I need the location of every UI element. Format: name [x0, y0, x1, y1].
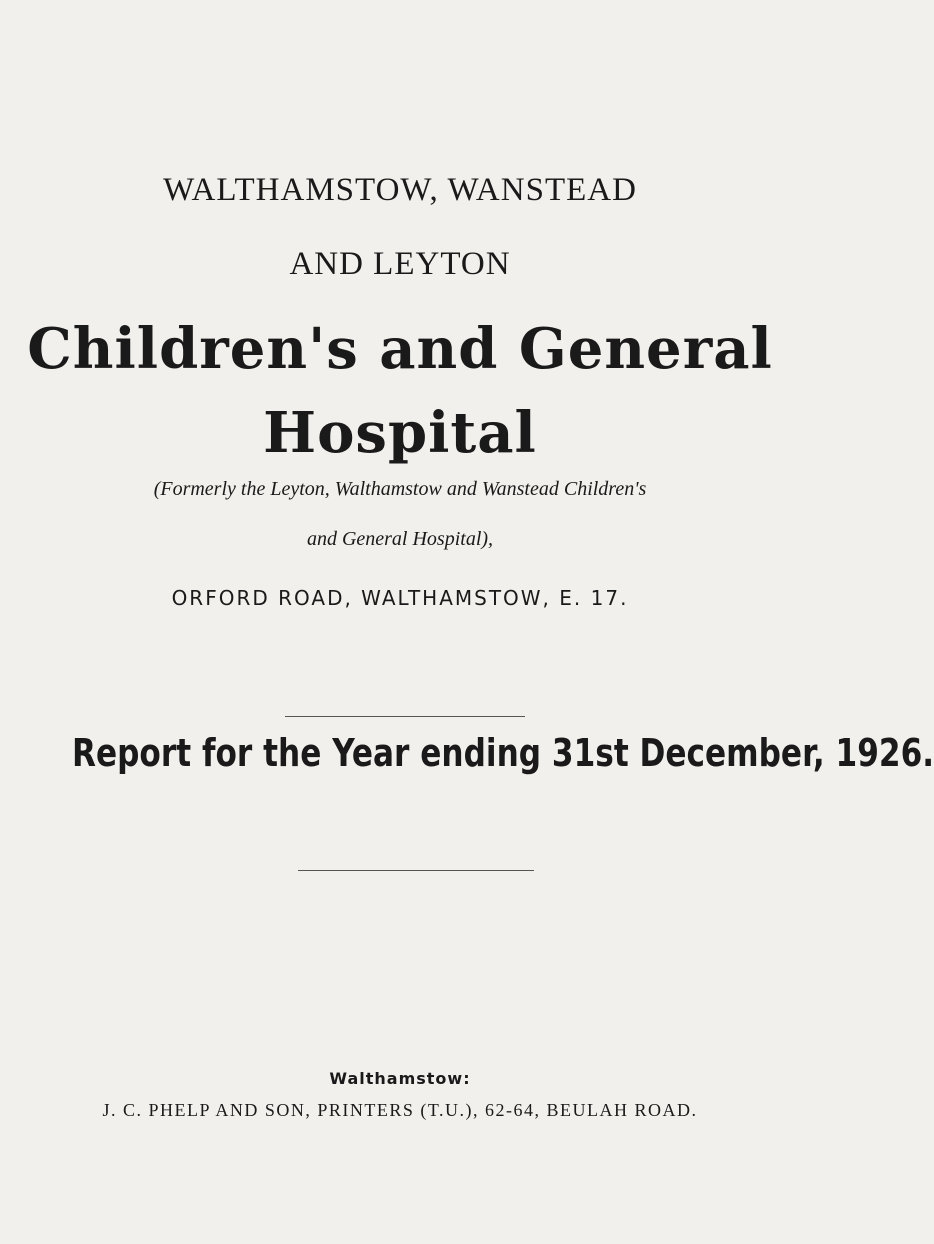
divider-bottom: [298, 870, 534, 871]
heading-line-2: AND LEYTON: [289, 246, 511, 282]
divider-top: [285, 716, 525, 717]
printer-place: Walthamstow:: [329, 1069, 471, 1088]
heading-line-1: WALTHAMSTOW, WANSTEAD: [163, 172, 637, 208]
report-title: Report for the Year ending 31st December, 1926.: [72, 731, 934, 775]
former-name-line-1: (Formerly the Leyton, Walthamstow and Wanstead Children's: [153, 478, 647, 500]
printer-name: J. C. PHELP AND SON, PRINTERS (T.U.), 62-64, BEULAH ROAD.: [102, 1100, 698, 1120]
hospital-address: ORFORD ROAD, WALTHAMSTOW, E. 17.: [171, 586, 629, 610]
heading-line-4: Hospital: [263, 400, 537, 466]
heading-line-3: Children's and General: [27, 316, 773, 382]
former-name-line-2: and General Hospital),: [306, 528, 494, 550]
